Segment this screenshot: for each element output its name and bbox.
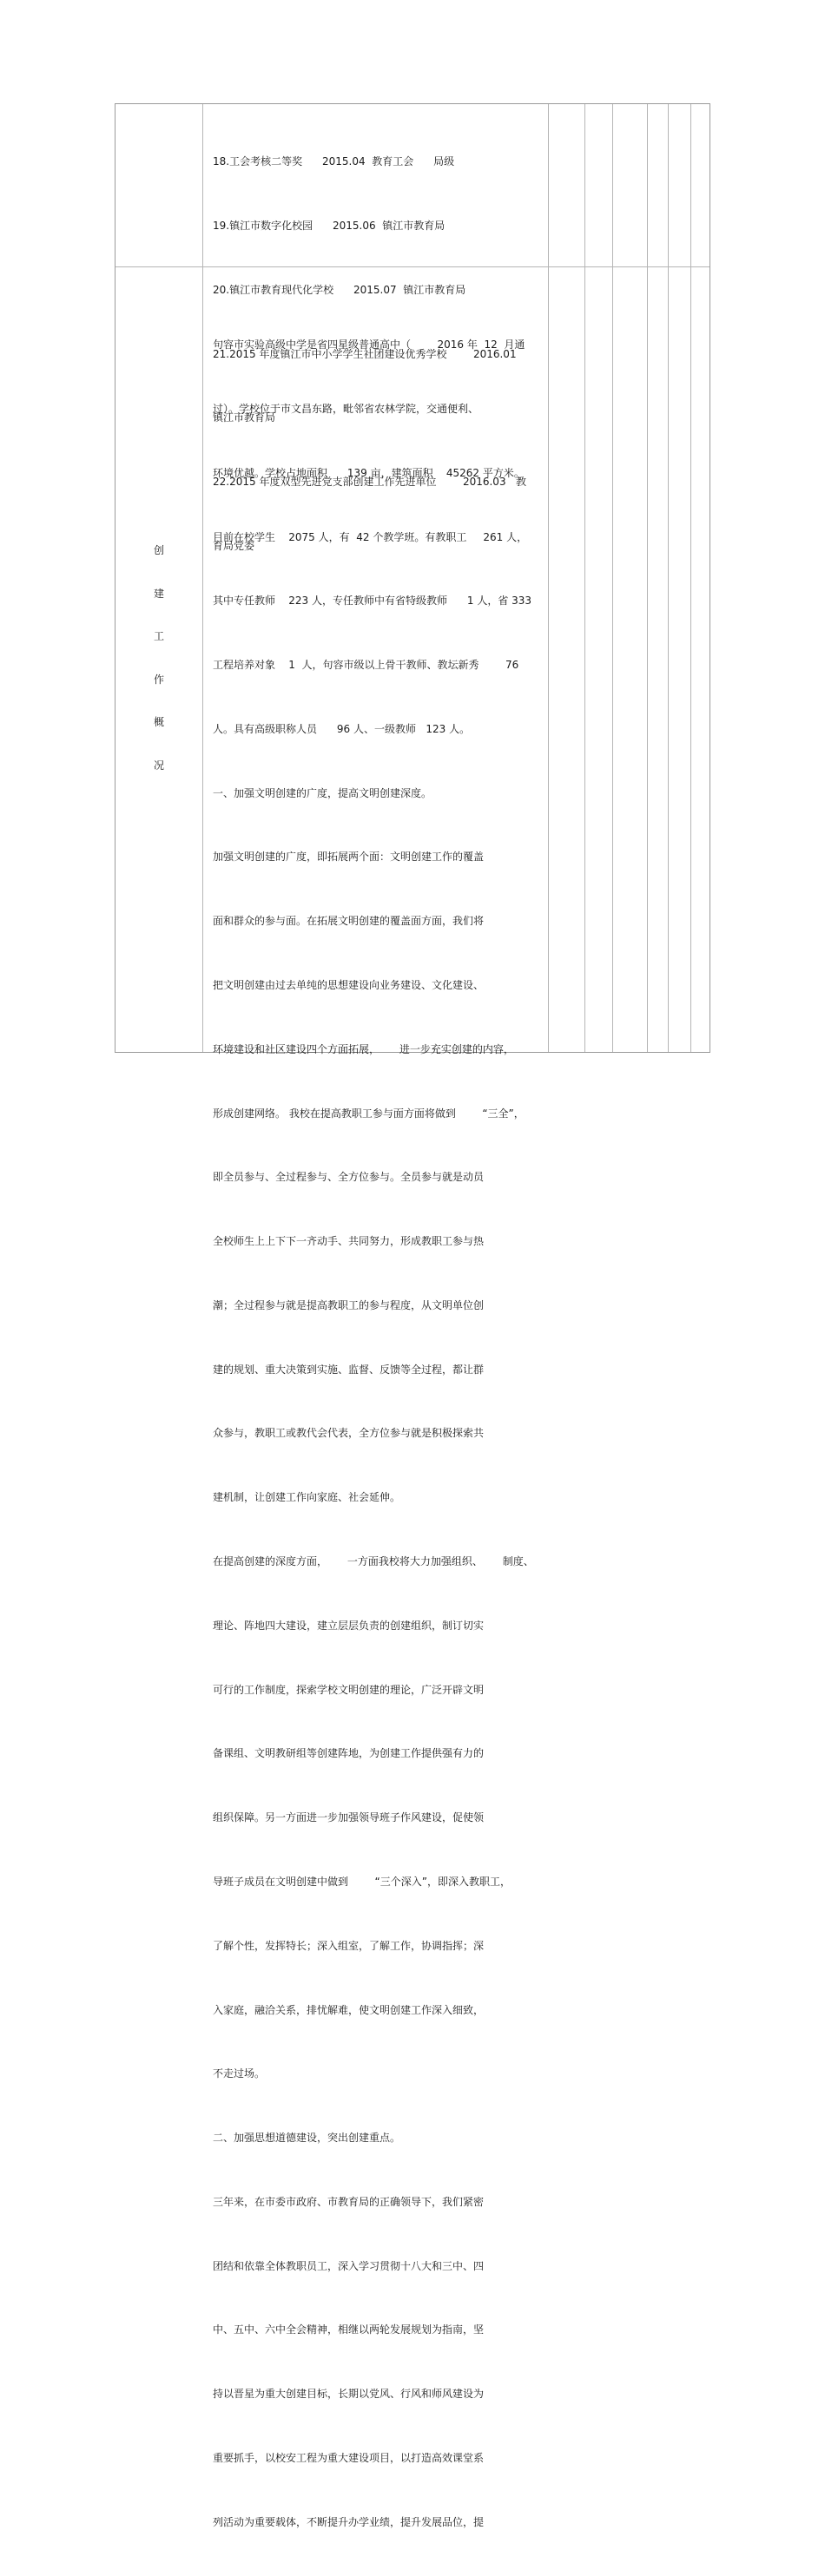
- text-line: 在提高创建的深度方面， 一方面我校将大力加强组织、 制度、: [213, 1555, 534, 1568]
- text-line: 重要抓手，以校安工程为重大建设项目，以打造高效课堂系: [213, 2451, 485, 2464]
- column-divider: [690, 104, 691, 1052]
- award-line: 20.镇江市教育现代化学校 2015.07 镇江市教育局: [213, 283, 466, 296]
- text-line: 列活动为重要载体，不断提升办学业绩，提升发展品位，提: [213, 2515, 485, 2528]
- text-line: 环境优越。学校占地面积 139 亩，建筑面积 45262 平方米。: [213, 466, 525, 479]
- text-line: 团结和依靠全体教职员工，深入学习贯彻十八大和三中、四: [213, 2259, 485, 2272]
- label-char: 概: [153, 716, 164, 728]
- column-divider: [612, 104, 613, 1052]
- section-heading: 一、加强文明创建的广度，提高文明创建深度。: [213, 786, 432, 799]
- label-char: 作: [153, 673, 164, 686]
- award-line: 18.工会考核二等奖 2015.04 教育工会 局级: [213, 155, 455, 168]
- text-line: 入家庭，融洽关系，排忧解难，使文明创建工作深入细致，: [213, 2003, 485, 2016]
- text-line: 过）。学校位于市文昌东路，毗邻省农林学院，交通便利、: [213, 402, 479, 415]
- text-line: 即全员参与、全过程参与、全方位参与。全员参与就是动员: [213, 1171, 485, 1184]
- section-heading: 二、加强思想道德建设，突出创建重点。: [213, 2132, 401, 2145]
- text-line: 理论、阵地四大建设，建立层层负责的创建组织，制订切实: [213, 1619, 485, 1632]
- text-line: 句容市实验高级中学是省四星级普通高中（ 2016 年 12 月通: [213, 338, 525, 352]
- column-divider: [668, 104, 669, 1052]
- label-char: 工: [153, 630, 164, 642]
- text-line: 面和群众的参与面。在拓展文明创建的覆盖面方面，我们将: [213, 915, 485, 928]
- text-line: 目前在校学生 2075 人，有 42 个教学班。有教职工 261 人，: [213, 530, 528, 543]
- text-line: 加强文明创建的广度，即拓展两个面：文明创建工作的覆盖: [213, 851, 485, 864]
- text-line: 全校师生上上下下一齐动手、共同努力，形成教职工参与热: [213, 1235, 485, 1248]
- award-line: 22.2015 年度双型先进党支部创建工作先进单位 2016.03 教: [213, 476, 527, 489]
- text-line: 不走过场。: [213, 2067, 266, 2080]
- column-divider: [202, 104, 203, 1052]
- award-line: 19.镇江市数字化校园 2015.06 镇江市教育局: [213, 219, 446, 232]
- text-line: 导班子成员在文明创建中做到 “三个深入”，即深入教职工，: [213, 1875, 511, 1888]
- overview-text: [213, 292, 543, 2576]
- section-label: [116, 529, 202, 787]
- award-line: 镇江市教育局: [213, 411, 276, 424]
- text-line: 备课组、文明教研组等创建阵地，为创建工作提供强有力的: [213, 1747, 485, 1760]
- text-line: 潮；全过程参与就是提高教职工的参与程度，从文明单位创: [213, 1298, 485, 1311]
- text-line: 众参与，教职工或教代会代表，全方位参与就是积极探索共: [213, 1427, 485, 1440]
- text-line: 环境建设和社区建设四个方面拓展， 进一步充实创建的内容，: [213, 1042, 514, 1055]
- document-table: [115, 103, 710, 2528]
- text-line: 三年来，在市委市政府、市教育局的正确领导下，我们紧密: [213, 2195, 485, 2208]
- text-line: 可行的工作制度，探索学校文明创建的理论，广泛开辟文明: [213, 1683, 485, 1696]
- award-line: 育局党委: [213, 539, 255, 552]
- text-line: 人。具有高级职称人员 96 人、一级教师 123 人。: [213, 722, 471, 735]
- column-divider: [584, 104, 585, 1052]
- column-divider: [548, 104, 549, 1052]
- text-line: 形成创建网络。 我校在提高教职工参与面方面将做到 “三全”，: [213, 1107, 525, 1120]
- text-line: 建机制，让创建工作向家庭、社会延伸。: [213, 1491, 401, 1504]
- label-char: 建: [153, 587, 164, 600]
- text-line: 把文明创建由过去单纯的思想建设向业务建设、文化建设、: [213, 979, 485, 991]
- text-line: 中、五中、六中全会精神，相继以两轮发展规划为指南，坚: [213, 2323, 485, 2336]
- text-line: 组织保障。另一方面进一步加强领导班子作风建设，促使领: [213, 1811, 485, 1824]
- award-line: 21.2015 年度镇江市中小学学生社团建设优秀学校 2016.01: [213, 347, 517, 360]
- label-char: 创: [153, 544, 164, 556]
- text-line: 其中专任教师 223 人，专任教师中有省特级教师 1 人，省 333: [213, 595, 532, 608]
- text-line: 工程培养对象 1 人，句容市级以上骨干教师、教坛新秀 76: [213, 659, 519, 672]
- text-line: 持以晋星为重大创建目标，长期以党风、行风和师风建设为: [213, 2388, 485, 2401]
- text-line: 建的规划、重大决策到实施、监督、反馈等全过程，都让群: [213, 1363, 485, 1376]
- label-char: 况: [153, 759, 164, 772]
- column-divider: [647, 104, 648, 1052]
- text-line: 了解个性，发挥特长；深入组室，了解工作，协调指挥；深: [213, 1939, 485, 1952]
